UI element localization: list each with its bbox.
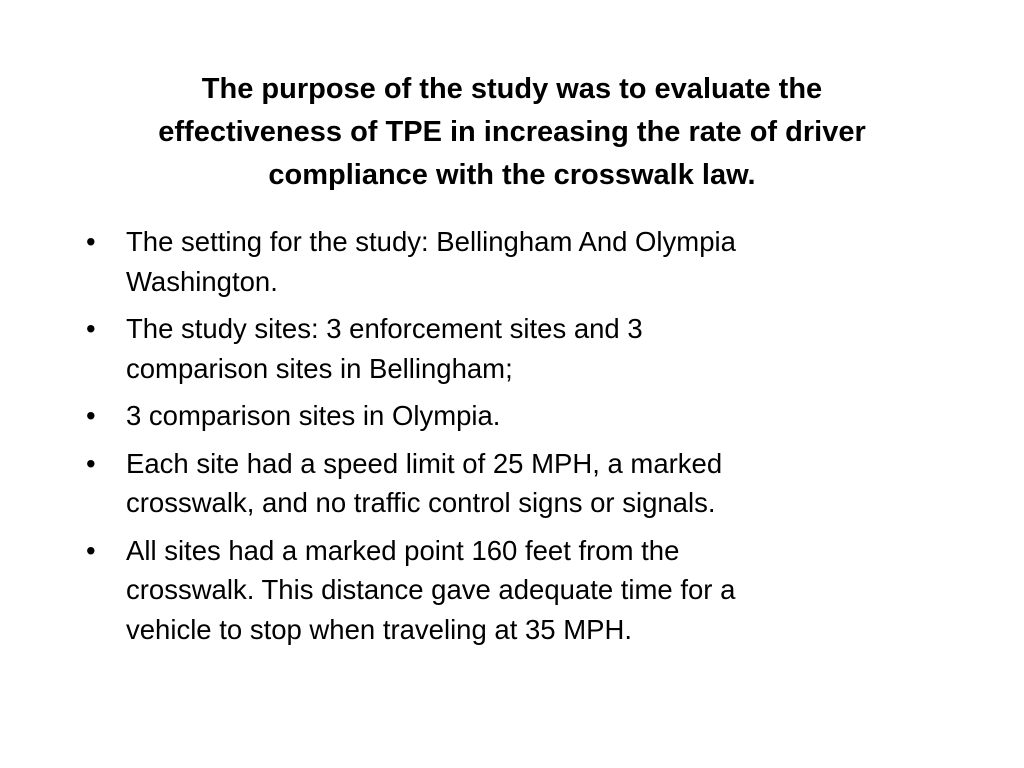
bullet-list	[86, 222, 966, 657]
slide-title-line: The purpose of the study was to evaluate the	[201, 73, 823, 105]
bullet-item	[86, 222, 966, 301]
bullet-text-line: Washington.	[126, 265, 278, 297]
bullet-text-line: vehicle to stop when traveling at 35 MPH.	[126, 613, 632, 645]
bullet-text-line: crosswalk. This distance gave adequate time for a	[126, 574, 736, 605]
bullet-text-line: crosswalk, and no traffic control signs or signals.	[126, 487, 716, 518]
bullet-text-line: All sites had a marked point 160 feet from the	[126, 534, 680, 566]
bullet-text-line: The study sites: 3 enforcement sites and 3	[126, 313, 643, 344]
bullet-item	[86, 531, 966, 650]
bullet-text-line: comparison sites in Bellingham;	[126, 352, 513, 384]
bullet-dot-icon: •	[86, 313, 96, 344]
bullet-text-line: Each site had a speed limit of 25 MPH, a marked	[126, 447, 723, 479]
slide-title-line: compliance with the crosswalk law.	[268, 159, 756, 191]
bullet-dot-icon: •	[86, 447, 96, 479]
bullet-item	[86, 444, 966, 523]
bullet-dot-icon: •	[86, 226, 96, 257]
bullet-item	[86, 396, 966, 436]
bullet-text-line: The setting for the study: Bellingham And Olympia	[126, 226, 736, 257]
slide-title-line: effectiveness of TPE in increasing the rate of driver	[158, 116, 866, 148]
slide-title	[60, 68, 964, 197]
bullet-item	[86, 309, 966, 388]
bullet-dot-icon: •	[86, 400, 96, 431]
bullet-text-line: 3 comparison sites in Olympia.	[126, 400, 501, 431]
bullet-dot-icon: •	[86, 534, 96, 566]
